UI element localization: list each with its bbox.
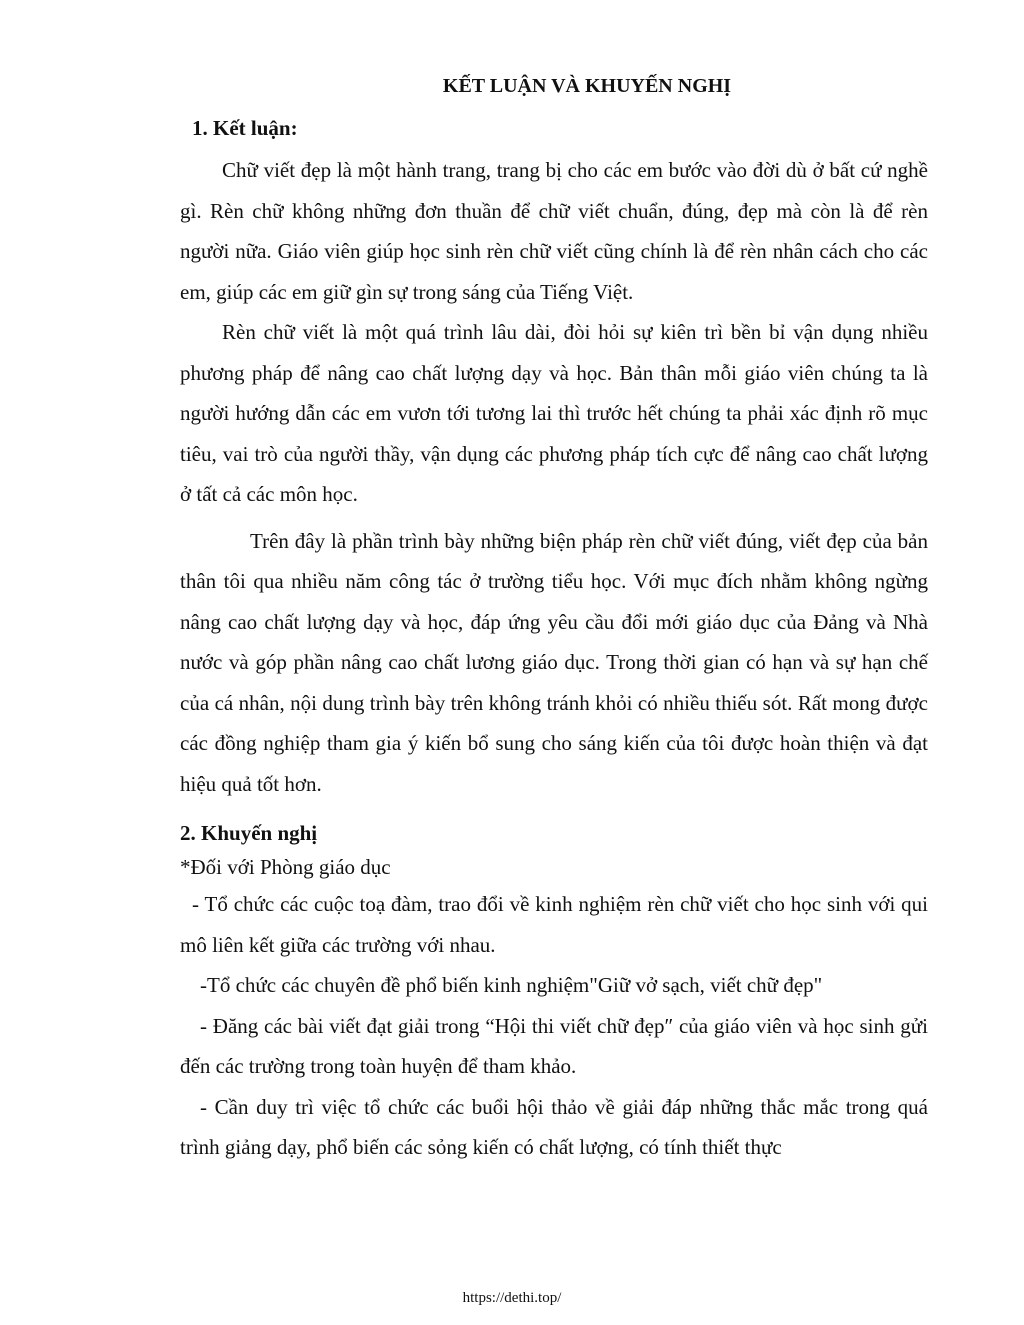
recommendation-subheading: *Đối với Phòng giáo dục [180,855,391,879]
document-body [180,70,928,1168]
recommendation-item: -Tổ chức các chuyên đề phổ biến kinh nghiệm"Giữ vở sạch, viết chữ đẹp" [200,973,823,997]
footer-url: https://dethi.top/ [462,1290,562,1306]
conclusion-paragraph: Rèn chữ viết là một quá trình lâu dài, đòi hỏi sự kiên trì bền bỉ vận dụng nhiều phương pháp để nâng cao chất lượng dạy và học. Bản thân mỗi giáo viên chúng ta là người hướng dẫn các em vươn tới tương lai thì trước hết chúng ta phải xác định rõ mục tiêu, vai trò của người thầy, vận dụng các phương pháp tích cực để nâng cao chất lượng ở tất cả các môn học. [180,320,928,506]
section-heading-recommendation: 2. Khuyến nghị [180,821,318,845]
recommendation-item: - Tổ chức các cuộc toạ đàm, trao đổi về kinh nghiệm rèn chữ viết cho học sinh với qui mô liên kết giữa các trường với nhau. [180,892,928,957]
recommendation-item: - Cần duy trì việc tổ chức các buổi hội thảo về giải đáp những thắc mắc trong quá trình giảng dạy, phổ biến các sỏng kiến có chất lượng, có tính thiết thực [180,1094,928,1159]
section-heading-conclusion: 1. Kết luận: [192,116,298,140]
recommendation-item: - Đăng các bài viết đạt giải trong “Hội thi viết chữ đẹp″ của giáo viên và học sinh gửi đến các trường trong toàn huyện để tham khảo. [180,1013,928,1078]
conclusion-paragraph: Chữ viết đẹp là một hành trang, trang bị cho các em bước vào đời dù ở bất cứ nghề gì. Rèn chữ không những đơn thuần để chữ viết chuẩn, đúng, đẹp mà còn là để rèn người nữa. Giáo viên giúp học sinh rèn chữ viết cũng chính là để rèn nhân cách cho các em, giúp các em giữ gìn sự trong sáng của Tiếng Việt. [180,158,928,304]
conclusion-paragraph: Trên đây là phần trình bày những biện pháp rèn chữ viết đúng, viết đẹp của bản thân tôi qua nhiều năm công tác ở trường tiểu học. Với mục đích nhằm không ngừng nâng cao chất lượng dạy và học, đáp ứng yêu cầu đổi mới giáo dục của Đảng và Nhà nước và góp phần nâng cao chất lương giáo dục. Trong thời gian có hạn và sự hạn chế của cá nhân, nội dung trình bày trên không tránh khỏi có nhiều thiếu sót. Rất mong được các đồng nghiệp tham gia ý kiến bổ sung cho sáng kiến của tôi được hoàn thiện và đạt hiệu quả tốt hơn. [180,528,928,796]
document-title: KẾT LUẬN VÀ KHUYẾN NGHỊ [442,75,732,97]
